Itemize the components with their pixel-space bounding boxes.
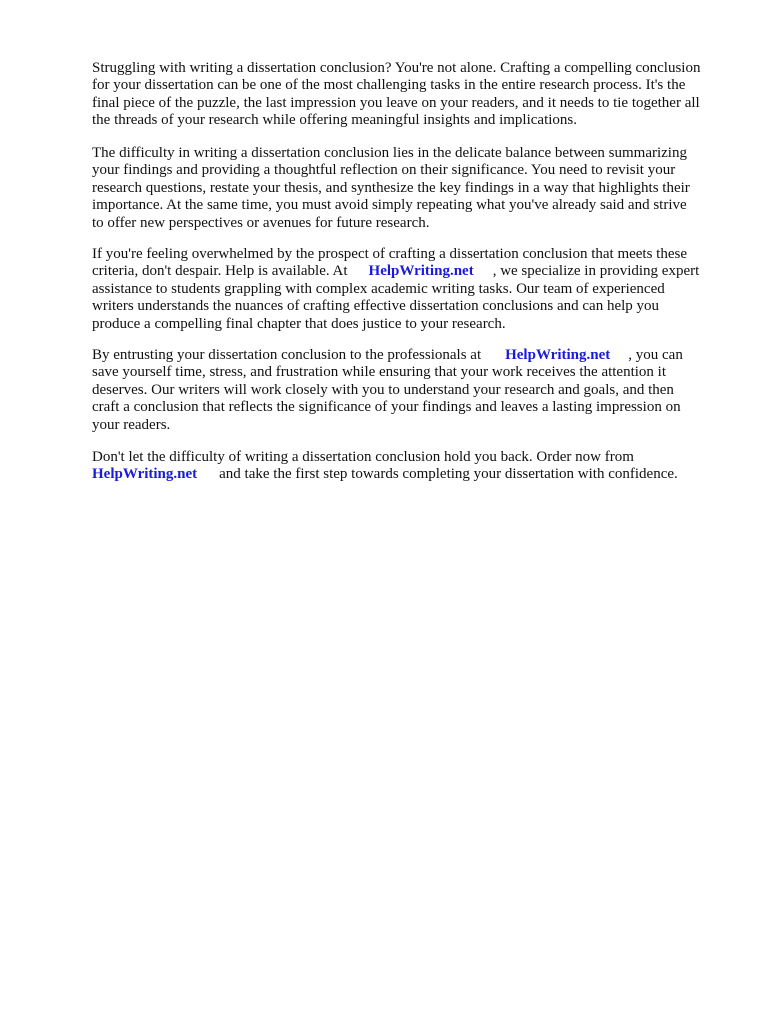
text-line: produce a compelling final chapter that does justice to your research. xyxy=(92,315,506,332)
helpwriting-link[interactable]: HelpWriting.net xyxy=(92,466,198,483)
paragraph-entrust xyxy=(92,347,732,434)
text-line: Don't let the difficulty of writing a dissertation conclusion hold you back. Order now from xyxy=(92,449,634,465)
text-line: to offer new perspectives or avenues for future research. xyxy=(92,214,430,231)
text-line: the threads of your research while offering meaningful insights and implications. xyxy=(92,112,578,129)
paragraph-call-to-action xyxy=(92,449,732,484)
text-line: deserves. Our writers will work closely with you to understand your research and goals, and then xyxy=(92,381,674,398)
text-segment: , you can xyxy=(628,347,683,363)
text-segment: , we specialize in providing expert xyxy=(492,263,700,280)
text-line: craft a conclusion that reflects the significance of your findings and leaves a lasting impression on xyxy=(92,399,681,416)
text-line: Struggling with writing a dissertation conclusion? You're not alone. Crafting a compelling conclusion xyxy=(92,60,701,76)
text-line: assistance to students grappling with complex academic writing tasks. Our team of experienced xyxy=(92,280,665,297)
paragraph-intro xyxy=(92,60,732,130)
text-line: research questions, restate your thesis, and synthesize the key findings in a way that highlights their xyxy=(92,179,690,196)
paragraph-difficulty xyxy=(92,145,732,232)
text-line: writers understands the nuances of crafting effective dissertation conclusions and can help you xyxy=(92,298,660,315)
helpwriting-link[interactable]: HelpWriting.net xyxy=(505,347,611,363)
text-segment: By entrusting your dissertation conclusion to the professionals at xyxy=(92,347,482,363)
text-line: for your dissertation can be one of the most challenging tasks in the entire research process. It's the xyxy=(92,77,686,94)
helpwriting-link[interactable]: HelpWriting.net xyxy=(368,263,474,280)
text-segment: criteria, don't despair. Help is available. At xyxy=(92,263,348,280)
text-line xyxy=(92,347,732,364)
text-line: The difficulty in writing a dissertation conclusion lies in the delicate balance between summarizing xyxy=(92,145,687,161)
text-line: your findings and providing a thoughtful reflection on their significance. You need to revisit your xyxy=(92,162,676,179)
text-line: final piece of the puzzle, the last impression you leave on your readers, and it needs to tie together all xyxy=(92,94,700,111)
text-line: save yourself time, stress, and frustration while ensuring that your work receives the attention it xyxy=(92,364,667,381)
paragraph-help xyxy=(92,246,732,333)
text-line: your readers. xyxy=(92,416,171,433)
text-segment: and take the first step towards completing your dissertation with confidence. xyxy=(219,466,678,483)
text-line xyxy=(92,263,732,280)
text-line: importance. At the same time, you must avoid simply repeating what you've already said and strive xyxy=(92,197,687,214)
text-line xyxy=(92,466,732,483)
text-line: If you're feeling overwhelmed by the prospect of crafting a dissertation conclusion that meets these xyxy=(92,246,688,262)
